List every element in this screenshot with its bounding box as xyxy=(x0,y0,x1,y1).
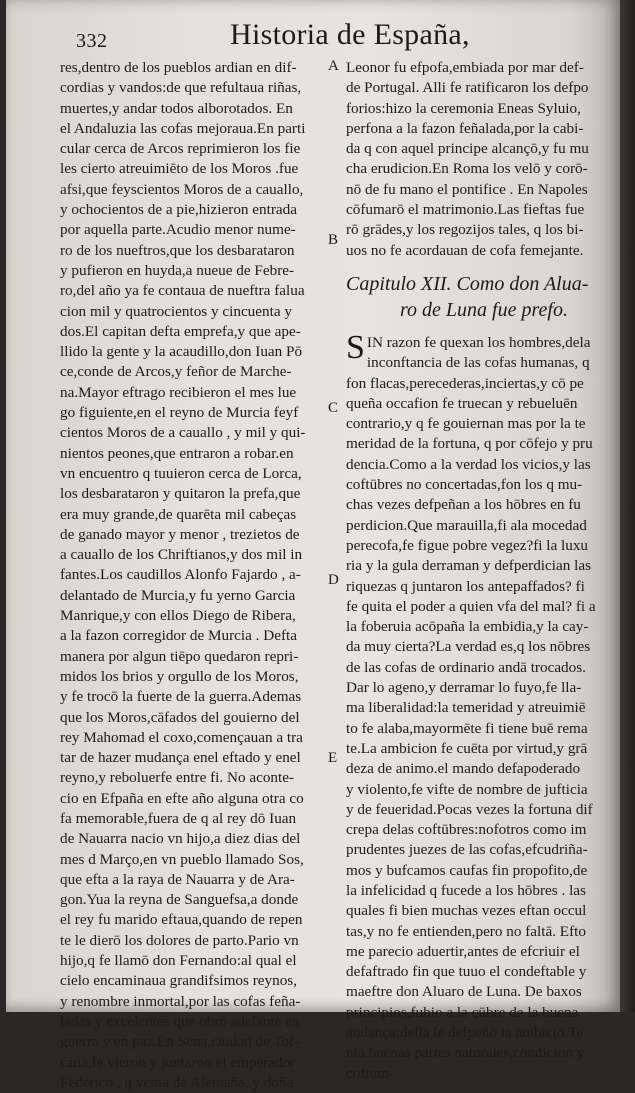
text-line: cordias y vandos:de que refultaua riñas, xyxy=(60,79,302,97)
text-line: a cauallo de los Chriftianos,y dos mil in xyxy=(60,546,303,564)
chapter-heading-line-1: Capitulo XII. Como don Alua- xyxy=(346,272,589,295)
text-line: te le dierō los dolores de parto.Pario vn xyxy=(60,931,299,949)
text-line: mos y bufcamos caufas fin propofito,de xyxy=(346,861,588,879)
text-line: ma liberalidad:la temeridad y atreuimiē xyxy=(346,699,586,717)
chapter-heading-line-2: ro de Luna fue prefo. xyxy=(400,298,568,321)
margin-letter-a: A xyxy=(328,58,339,74)
text-line: deza de animo.el mando defapoderado xyxy=(346,760,581,778)
text-line: res,dentro de los pueblos ardian en dif- xyxy=(60,59,297,76)
text-line: la infelicidad q fucede a los hōbres . las xyxy=(346,881,586,899)
margin-letter-e: E xyxy=(328,750,338,766)
text-line: fon flacas,perecederas,inciertas,y cō pe xyxy=(346,374,584,392)
text-line: tas,y no fe entienden,pero no faltā. Efto xyxy=(346,922,586,940)
text-line: riquezas q juntaron los antepaffados? fi xyxy=(346,577,585,595)
text-line: prudentes juezes de las cofas,efcudriña- xyxy=(346,841,588,859)
text-line: era muy grande,de quarēta mil cabeças xyxy=(60,505,297,523)
text-line: cha erudicion.En Roma los velō y corō- xyxy=(346,160,588,178)
text-line: cio en Efpaña en efte año alguna otra co xyxy=(60,789,304,807)
text-line: fa memorable,fuera de q al rey dō Iuan xyxy=(60,809,297,827)
text-line: la foberuia acōpaña la embidia,y la cay- xyxy=(346,618,589,636)
text-line: a la fazon corregidor de Murcia . Defta xyxy=(60,627,297,645)
text-line: midos los brios y orgullo de los Moros, xyxy=(60,667,299,685)
text-line: perecofa,fe figue pobre vegez?fi la luxu xyxy=(346,536,589,554)
right-text-column xyxy=(346,58,598,1084)
text-line: mes d Março,en vn pueblo llamado Sos, xyxy=(60,850,304,868)
margin-letter-d: D xyxy=(328,572,339,588)
text-line: ladas y excelentes que obrō adelante en xyxy=(60,1012,300,1030)
text-line: ro,del año ya fe contaua de nueftra falua xyxy=(60,282,305,300)
text-line: fantes.Los caudillos Alonfo Fajardo , a- xyxy=(60,566,301,584)
text-line: Leonor fu efpofa,embiada por mar def- xyxy=(346,59,584,76)
chapter-body xyxy=(346,328,598,1084)
text-line: fe quita el poder a quien vfa del mal? fi a xyxy=(346,597,596,615)
text-line: y de feueridad.Pocas vezes la fortuna dif xyxy=(346,800,593,818)
text-line: forios:hizo la ceremonia Eneas Syluio, xyxy=(346,99,581,117)
drop-cap: S xyxy=(346,328,365,366)
text-line: andança:della le defpeñō la ambiciō.Te xyxy=(346,1024,584,1042)
text-line: go figuiente,en el reyno de Murcia feyf xyxy=(60,404,299,422)
text-line: por aquella parte.Acudio menor nume- xyxy=(60,221,296,239)
text-line: gon.Yua la reyna de Sanguefsa,a donde xyxy=(60,891,299,909)
text-line: inconftancia de las cofas humanas, q xyxy=(366,354,590,372)
text-line: que los Moros,cāfados del gouierno del xyxy=(60,708,300,726)
text-line: Dar lo ageno,y derramar lo fuyo,fe lla- xyxy=(346,679,582,697)
text-line: IN razon fe quexan los hombres,dela xyxy=(366,333,591,351)
text-line: perdicion.Que marauilla,fi ala mocedad xyxy=(346,516,587,534)
text-line: chas vezes defpeñan a los hōbres en fu xyxy=(346,496,581,514)
text-line: perfona a la fazon feñalada,por la cabi- xyxy=(346,119,584,137)
text-line: guerra y en paz.En Sena,ciudad de Tof- xyxy=(60,1033,300,1051)
text-line: y pufieron en huyda,a nueue de Febre- xyxy=(60,261,295,279)
text-line: y violento,fe vifte de nombre de jufticia xyxy=(346,780,588,798)
text-line: y fe trocō la fuerte de la guerra.Ademas xyxy=(60,688,302,706)
text-line: de Nauarra nacio vn hijo,a diez dias del xyxy=(60,830,301,848)
text-line: te.La ambicion fe cuēta por virtud,y grā xyxy=(346,739,588,757)
text-line: cōfumarō el matrimonio.Las fieftas fue xyxy=(346,201,585,219)
text-line: dos.El capitan defta emprefa,y que ape- xyxy=(60,322,301,340)
text-line: les cierto atreuimiēto de los Moros .fue xyxy=(60,160,299,178)
text-line: de Portugal. Alli fe ratificaron los defpo xyxy=(346,79,589,97)
text-line: meridad de la fortuna, q por cōfejo y pru xyxy=(346,435,593,453)
text-line: Federico , q venia de Alemaña, y doña xyxy=(60,1073,294,1091)
text-line: que efta a la raya de Nauarra y de Ara- xyxy=(60,870,295,888)
text-line: y renombre inmortal,por las cofas feña- xyxy=(60,992,301,1010)
text-line: cientos Moros de a cauallo , y mil y qui- xyxy=(60,424,306,442)
text-line: ce,conde de Arcos,y feñor de Marche- xyxy=(60,363,292,381)
text-line: ro de los nueftros,que los desbarataron xyxy=(60,241,295,259)
text-line: maeftre don Aluaro de Luna. De baxos xyxy=(346,983,582,1001)
text-line: to fe alaba,mayormēte fi tiene buē rema xyxy=(346,719,588,737)
text-line: uos no fe acordauan de cofa femejante. xyxy=(346,241,584,259)
text-line: cielo encaminaua grandifsimos reynos, xyxy=(60,972,298,990)
book-gutter-edge xyxy=(620,0,635,1024)
text-line: tar de hazer mudança enel eftado y enel xyxy=(60,749,301,767)
text-line: dencia.Como a la verdad los vicios,y las xyxy=(346,455,591,473)
text-line: queña occafion fe truecan y rebueluēn xyxy=(346,394,578,412)
margin-letter-b: B xyxy=(328,232,339,248)
text-line: crepa delas coftūbres:nofotros como im xyxy=(346,821,587,839)
text-line: hijo,q fe llamō don Fernando:al qual el xyxy=(60,952,297,970)
text-line: coftūbres no concertadas,fon los q mu- xyxy=(346,476,583,494)
text-line: cular cerca de Arcos reprimieron los fie xyxy=(60,140,301,158)
text-line: delantado de Murcia,y fu yerno Garcia xyxy=(60,586,296,604)
text-line: y ochocientos de a pie,hizieron entrada xyxy=(60,201,297,219)
text-line: vn encuentro q tuuieron cerca de Lorca, xyxy=(60,464,302,482)
text-line: ria y la gula derraman y defperdician las xyxy=(346,557,591,575)
text-line: Manrique,y con ellos Diego de Ribera, xyxy=(60,607,296,625)
page-number: 332 xyxy=(76,30,108,52)
running-title: Historia de España, xyxy=(230,18,470,51)
right-column-top-text xyxy=(346,58,598,261)
text-line: nō de fu mano el pontifice . En Napoles xyxy=(346,180,588,198)
text-line: muertes,y andar todos alborotados. En xyxy=(60,99,293,117)
text-line: de ganado mayor y menor , trezietos de xyxy=(60,525,300,543)
text-line: nia buenas partes naturales,condicion y xyxy=(346,1044,585,1062)
text-line: cana,fe vieron y juntaron el emperador xyxy=(60,1053,296,1071)
text-line: reyno,y reboluerfe entre fi. No aconte- xyxy=(60,769,295,787)
text-line: llido la gente y la acaudillo,don Iuan Pō xyxy=(60,343,303,361)
left-text-column xyxy=(60,58,330,1093)
text-line: da muy cierta?La verdad es,q los nōbres xyxy=(346,638,591,656)
text-line: quales fi bien muchas vezes eftan occul xyxy=(346,902,587,920)
text-line: rey Mahomad el coxo,començauan a tra xyxy=(60,728,303,746)
page-header xyxy=(70,14,610,54)
chapter-heading xyxy=(346,271,598,323)
text-line: manera por algun tiēpo quedaron repri- xyxy=(60,647,299,665)
margin-letter-c: C xyxy=(328,400,339,416)
text-line: rō grādes,y los regozijos tales, q los bi- xyxy=(346,221,584,239)
text-line: na.Mayor eftrago recibieron el mes lue xyxy=(60,383,297,401)
text-line: me parecio aduertir,antes de efcriuir el xyxy=(346,942,580,960)
text-line: da q con aquel principe alcançō,y fu mu xyxy=(346,140,589,158)
text-line: el Andaluzia las cofas mejoraua.En parti xyxy=(60,119,306,137)
text-line: contrario,y q fe gouiernan mas por la te xyxy=(346,415,586,433)
text-line: de las cofas de ordinario andā trocados. xyxy=(346,658,586,676)
text-line: el rey fu marido eftaua,quando de repen xyxy=(60,911,303,929)
text-line: cion mil y quatrocientos y cincuenta y xyxy=(60,302,292,320)
text-line: los desbarataron y quitaron la prefa,que xyxy=(60,485,301,503)
text-line: coftum- xyxy=(346,1064,395,1082)
text-line: nientos peones,que entraron a robar.en xyxy=(60,444,294,462)
text-line: defaftrado fin que tuuo el condeftable y xyxy=(346,963,587,981)
text-line: principios,fubio a la cūbre de la buena xyxy=(346,1003,579,1021)
text-line: afsi,que feyscientos Moros de a cauallo, xyxy=(60,180,304,198)
